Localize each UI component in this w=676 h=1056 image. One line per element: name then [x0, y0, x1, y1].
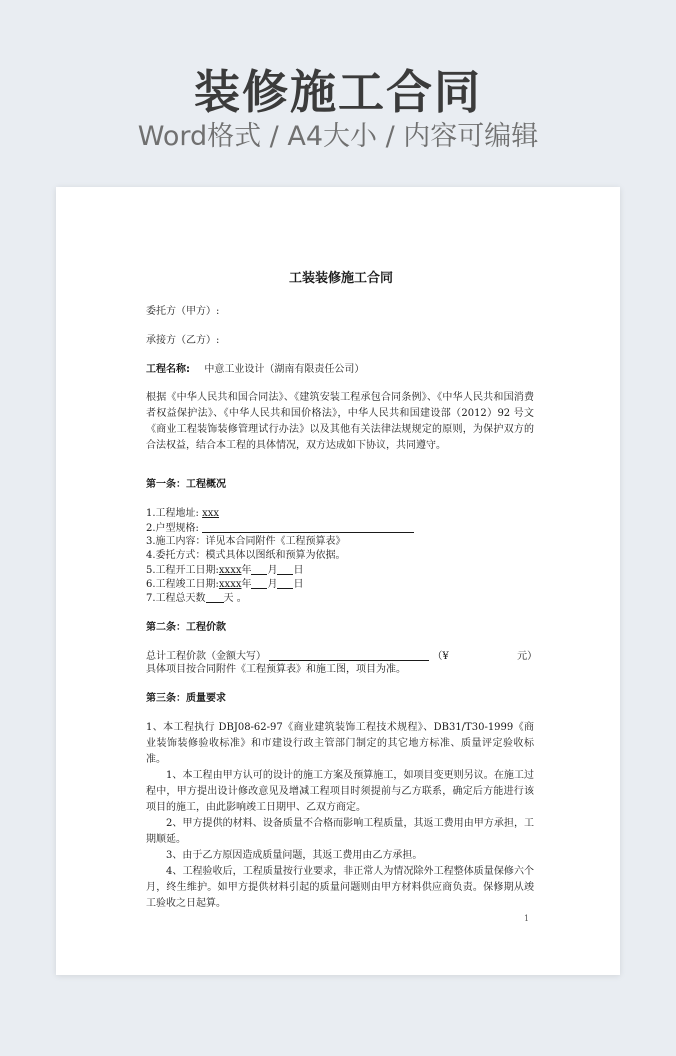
quality-item-3: 3、由于乙方原因造成质量问题，其返工费用由乙方承担。 [166, 850, 423, 861]
quality-item-4: 4、工程验收后，工程质量按行业要求，非正常人为情况除外工程整体质量保修六个月，终生维护。如甲方提供材料引起的质量问题则由甲方材料供应商负责。保修期从竣工验收之日起算。 [146, 866, 534, 909]
start-date-label: 5.工程开工日期: [146, 565, 219, 576]
unit-spec-line [146, 521, 414, 536]
page-title: 装修施工合同 [194, 65, 482, 119]
currency-close: 元） [517, 651, 538, 662]
project-name-line [146, 363, 364, 377]
article-3-heading: 第三条：质量要求 [146, 693, 226, 704]
total-days-label: 7.工程总天数 [146, 593, 206, 604]
start-month-char: 月 [267, 565, 278, 576]
project-name-value: 中意工业设计（湖南有限责任公司） [204, 364, 365, 375]
end-date-year: xxxx [218, 579, 242, 590]
start-month-blank [251, 563, 267, 575]
end-date-label: 6.工程竣工日期: [146, 579, 219, 590]
total-days-line [146, 591, 247, 606]
article-1-heading: 第一条：工程概况 [146, 479, 226, 490]
total-price-blank [269, 649, 429, 661]
quality-item-2: 2、甲方提供的材料、设备质量不合格而影响工程质量，其返工费用由甲方承担，工期顺延。 [146, 818, 534, 845]
end-month-blank [251, 577, 267, 589]
page-number: 1 [524, 914, 530, 923]
currency-open: （¥ [432, 651, 449, 662]
project-address-value: xxx [202, 508, 220, 519]
project-address-label: 1.工程地址: [146, 508, 199, 519]
page-subtitle: Word格式 / A4大小 / 内容可编辑 [137, 121, 539, 152]
total-price-line [146, 649, 537, 664]
commission-method-line: 4.委托方式：模式具体以图纸和预算为依据。 [146, 550, 346, 561]
unit-spec-blank [202, 521, 414, 533]
contractor-label: 承接方（乙方）: [146, 335, 220, 346]
start-day-blank [277, 563, 293, 575]
preamble-paragraph: 根据《中华人民共和国合同法》、《建筑安装工程承包合同条例》、《中华人民共和国消费者权益保护法》、《中华人民共和国价格法》，中华人民共和国建设部（2012）92 号文《商业工程装饰装修管理试行办法》以及其他有关法律法规规定的原则，为保护双方的合法权益，结合本工程的具体情况，双方达成如下协议，共同遵守。 [146, 392, 534, 451]
end-day-char: 日 [293, 579, 304, 590]
start-date-line [146, 563, 303, 578]
start-date-year: xxxx [218, 565, 242, 576]
construction-content-line: 3.施工内容：详见本合同附件《工程预算表》 [146, 536, 346, 547]
total-price-label: 总计工程价款（金额大写） [146, 651, 266, 662]
end-month-char: 月 [267, 579, 278, 590]
article-2-heading: 第二条：工程价款 [146, 622, 226, 633]
client-label: 委托方（甲方）: [146, 306, 220, 317]
project-name-label: 工程名称: [146, 364, 190, 375]
quality-standard-clause: 1、本工程执行 DBJ08-62-97《商业建筑装饰工程技术规程》、DB31/T30-1999《商业装饰装修验收标准》和市建设行政主管部门制定的其它地方标准、质量评定验收标准。 [146, 722, 534, 765]
document-page [56, 187, 620, 975]
start-year-char: 年 [241, 565, 252, 576]
end-year-char: 年 [241, 579, 252, 590]
document-title: 工装装修施工合同 [288, 271, 393, 286]
project-address-line [146, 507, 219, 521]
unit-spec-label: 2.户型规格: [146, 523, 199, 534]
end-day-blank [277, 577, 293, 589]
total-days-unit: 天 。 [223, 593, 247, 604]
start-day-char: 日 [293, 565, 304, 576]
end-date-line [146, 577, 303, 592]
total-days-blank [206, 591, 224, 603]
quality-item-1: 1、本工程由甲方认可的设计的施工方案及预算施工，如项目变更则另议。在施工过程中，甲方提出设计修改意见及增减工程项目时须提前与乙方联系，确定后方能进行该项目的施工，由此影响竣工日期甲、乙双方商定。 [146, 770, 534, 813]
price-note-line: 具体项目按合同附件《工程预算表》和施工图，项目为准。 [146, 664, 406, 675]
